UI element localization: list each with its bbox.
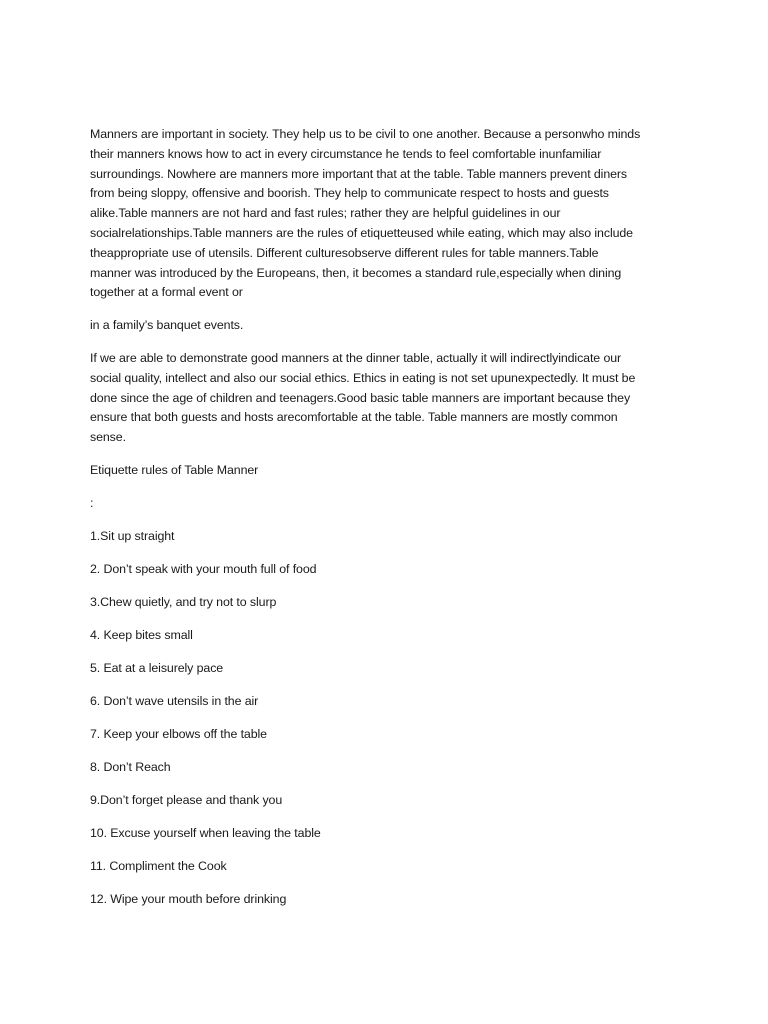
rules-list (90, 527, 670, 910)
rules-heading: Etiquette rules of Table Manner (90, 462, 259, 477)
paragraph-line: manner was introduced by the Europeans, then, it becomes a standard rule,especially when dining (90, 265, 622, 280)
document-body (90, 125, 670, 923)
paragraph-line: their manners knows how to act in every circumstance he tends to feel comfortable inunfamiliar (90, 146, 602, 161)
rule-item: 11. Compliment the Cook (90, 858, 227, 873)
ethics-paragraph (90, 349, 670, 448)
paragraph-line: together at a formal event or (90, 285, 243, 300)
paragraph-line: socialrelationships.Table manners are the rules of etiquetteused while eating, which may also include (90, 225, 633, 240)
rule-item: 1.Sit up straight (90, 528, 175, 543)
rule-item: 6. Don’t wave utensils in the air (90, 693, 259, 708)
paragraph-line: social quality, intellect and also our social ethics. Ethics in eating is not set upunexpectedly. It must be (90, 370, 636, 385)
rule-item: 9.Don’t forget please and thank you (90, 792, 283, 807)
paragraph-line: If we are able to demonstrate good manners at the dinner table, actually it will indirectlyindicate our (90, 350, 622, 365)
paragraph-line: ensure that both guests and hosts arecomfortable at the table. Table manners are mostly common (90, 410, 618, 425)
heading-colon: : (90, 495, 94, 510)
paragraph-line: done since the age of children and teenagers.Good basic table manners are important because they (90, 390, 631, 405)
rule-item: 2. Don’t speak with your mouth full of food (90, 561, 317, 576)
rule-item: 7. Keep your elbows off the table (90, 726, 267, 741)
paragraph-line: Manners are important in society. They help us to be civil to one another. Because a personwho minds (90, 127, 641, 141)
banquet-paragraph (90, 316, 670, 336)
rule-item: 8. Don’t Reach (90, 759, 171, 774)
paragraph-line: theappropriate use of utensils. Different culturesobserve different rules for table manners.Table (90, 245, 599, 260)
paragraph-line: from being sloppy, offensive and boorish. They help to communicate respect to hosts and guests (90, 186, 609, 201)
paragraph-line: sense. (90, 430, 126, 445)
rule-item: 3.Chew quietly, and try not to slurp (90, 594, 277, 609)
rule-item: 10. Excuse yourself when leaving the table (90, 825, 321, 840)
paragraph-line: in a family’s banquet events. (90, 318, 244, 333)
rule-item: 12. Wipe your mouth before drinking (90, 891, 287, 906)
paragraph-line: alike.Table manners are not hard and fast rules; rather they are helpful guidelines in our (90, 206, 561, 221)
paragraph-line: surroundings. Nowhere are manners more important that at the table. Table manners prevent diners (90, 166, 628, 181)
rule-item: 5. Eat at a leisurely pace (90, 660, 224, 675)
intro-paragraph (90, 125, 670, 303)
rule-item: 4. Keep bites small (90, 627, 193, 642)
